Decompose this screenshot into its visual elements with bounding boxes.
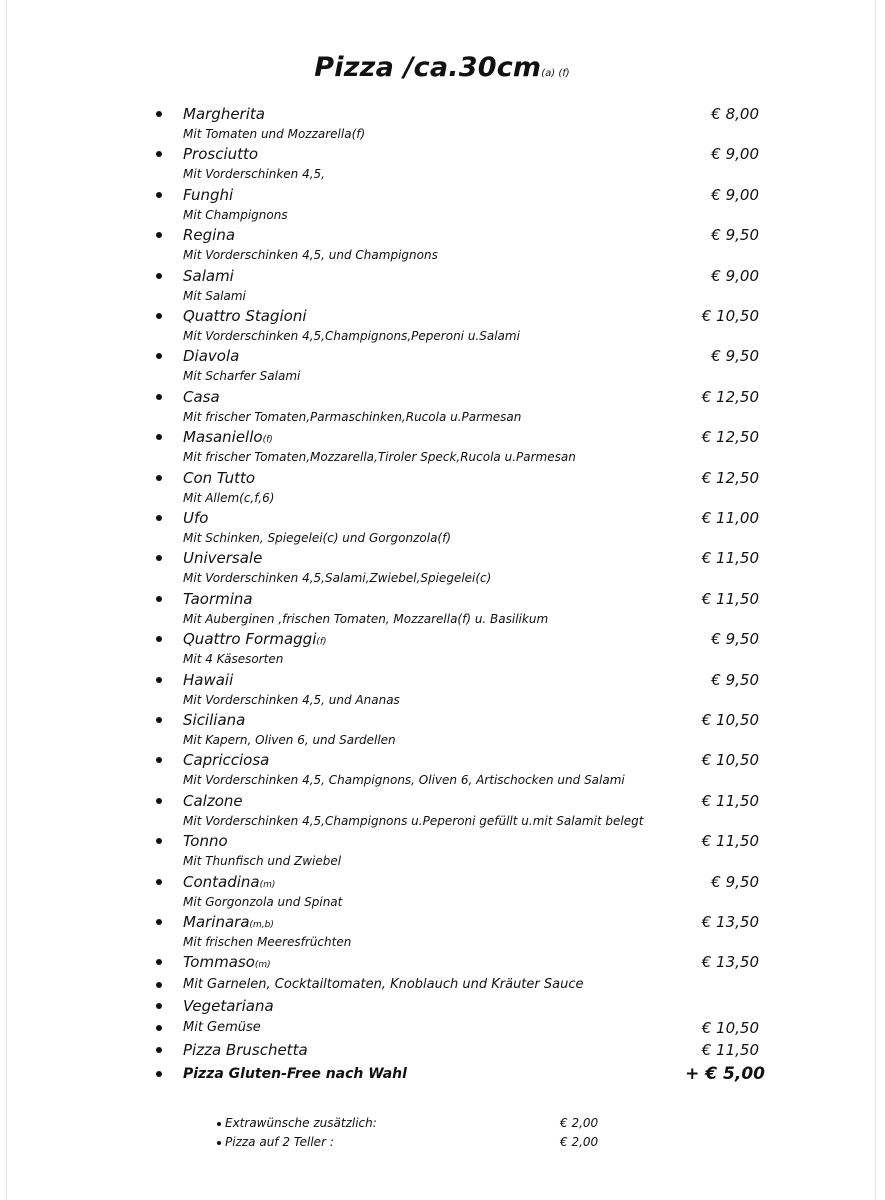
pizza-name: [183, 509, 208, 530]
pizza-allergens: (f): [262, 435, 273, 446]
pizza-price: € 9,50: [711, 347, 759, 366]
pizza-name: [183, 267, 234, 288]
pizza-name: [183, 751, 269, 772]
title-main: Pizza /ca.30cm: [314, 52, 542, 83]
pizza-name: Pizza Bruschetta: [183, 1041, 308, 1059]
pizza-name-text: Calzone: [183, 791, 243, 810]
pizza-description: Mit Auberginen ,frischen Tomaten, Mozzarella(f) u. Basilikum: [183, 611, 549, 626]
pizza-name: [183, 792, 243, 813]
pizza-allergens: (f): [316, 637, 327, 648]
bullet-icon: [156, 1071, 162, 1077]
pizza-name-text: Masaniello: [183, 428, 263, 447]
bullet-icon: [156, 798, 162, 804]
pizza-price: € 11,00: [701, 509, 759, 527]
bullet-icon: [217, 1122, 221, 1126]
pizza-price: € 9,50: [711, 872, 759, 891]
pizza-price: € 12,50: [701, 468, 759, 487]
pizza-name: [183, 671, 233, 692]
pizza-name-text: Ufo: [183, 509, 209, 527]
pizza-allergens: (m): [259, 879, 276, 890]
bullet-icon: [156, 232, 162, 238]
pizza-name: [183, 347, 239, 368]
pizza-name-text: Universale: [183, 549, 263, 568]
bullet-icon: [156, 515, 162, 521]
pizza-name: [183, 186, 233, 207]
pizza-description: Mit Vorderschinken 4,5,Champignons,Peperoni u.Salami: [183, 329, 520, 343]
extra-item: [7, 1116, 877, 1132]
pizza-name: Mit Garnelen, Cocktailtomaten, Knoblauch und Kräuter Sauce: [183, 977, 584, 992]
pizza-name-text: Tonno: [183, 832, 228, 851]
pizza-price: € 12,50: [701, 428, 759, 447]
pizza-price: € 9,50: [711, 670, 759, 689]
pizza-description: Mit 4 Käsesorten: [183, 652, 284, 667]
pizza-price: € 9,00: [711, 185, 759, 204]
pizza-price: + € 5,00: [685, 1064, 765, 1084]
bullet-icon: [156, 717, 162, 723]
bullet-icon: [156, 273, 162, 279]
pizza-description: Mit frischer Tomaten,Mozzarella,Tiroler Speck,Rucola u.Parmesan: [183, 450, 576, 465]
pizza-name-text: Quattro Stagioni: [183, 307, 307, 325]
pizza-allergens: (m): [254, 960, 271, 971]
pizza-description: Mit Schinken, Spiegelei(c) und Gorgonzola(f): [183, 531, 452, 545]
pizza-price: € 11,50: [701, 832, 759, 851]
pizza-price: € 12,50: [701, 387, 759, 406]
pizza-name: [183, 105, 265, 126]
bullet-icon: [156, 313, 162, 319]
pizza-price: € 10,50: [701, 711, 759, 729]
pizza-name-text: Capricciosa: [183, 751, 270, 770]
pizza-description: Mit Champignons: [183, 207, 288, 222]
pizza-name-text: Con Tutto: [183, 468, 256, 487]
bullet-icon: [156, 555, 162, 561]
pizza-description: Mit Kapern, Oliven 6, und Sardellen: [183, 733, 396, 747]
pizza-name: Vegetariana: [183, 997, 274, 1015]
bullet-icon: [156, 677, 162, 683]
pizza-name-text: Quattro Formaggi: [183, 630, 317, 649]
bullet-icon: [156, 919, 162, 925]
pizza-name: [183, 145, 258, 166]
extra-price: € 2,00: [560, 1135, 599, 1149]
pizza-price: € 10,50: [701, 751, 759, 770]
pizza-name-text: Marinara: [183, 913, 250, 931]
pizza-name-text: Taormina: [183, 589, 253, 608]
pizza-name-text: Contadina: [183, 872, 260, 891]
pizza-description: Mit Vorderschinken 4,5,Salami,Zwiebel,Spiegelei(c): [183, 571, 492, 586]
pizza-name: [183, 630, 327, 651]
pizza-name-text: Prosciutto: [183, 145, 259, 164]
pizza-name-text: Siciliana: [183, 711, 246, 729]
pizza-price: € 9,00: [711, 266, 759, 285]
pizza-name: [183, 428, 273, 449]
pizza-name: Mit Gemüse: [183, 1020, 261, 1035]
bullet-icon: [156, 982, 162, 988]
pizza-name-text: Diavola: [183, 347, 240, 366]
bullet-icon: [156, 1003, 162, 1009]
pizza-name-text: Margherita: [183, 105, 265, 123]
bullet-icon: [156, 151, 162, 157]
pizza-name: [183, 953, 271, 974]
pizza-name: Pizza Gluten-Free nach Wahl: [183, 1066, 407, 1082]
pizza-description: Mit Vorderschinken 4,5, Champignons, Oliven 6, Artischocken und Salami: [183, 773, 625, 788]
pizza-name: [183, 469, 255, 490]
pizza-name: [183, 873, 275, 894]
pizza-name-text: Hawaii: [183, 670, 234, 689]
pizza-name: [183, 711, 245, 732]
bullet-icon: [156, 636, 162, 642]
bullet-icon: [156, 475, 162, 481]
pizza-price: € 10,50: [701, 1019, 759, 1037]
pizza-allergens: (m,b): [249, 920, 274, 930]
bullet-icon: [156, 879, 162, 885]
bullet-icon: [156, 1047, 162, 1053]
pizza-price: € 11,50: [701, 549, 759, 568]
pizza-price: € 9,00: [711, 145, 759, 164]
bullet-icon: [156, 434, 162, 440]
bullet-icon: [156, 1025, 162, 1031]
pizza-description: Mit Scharfer Salami: [183, 369, 301, 384]
pizza-price: € 9,50: [711, 630, 759, 649]
bullet-icon: [156, 353, 162, 359]
extra-label: Pizza auf 2 Teller :: [225, 1135, 334, 1149]
extra-item: [7, 1135, 877, 1151]
pizza-description: Mit Thunfisch und Zwiebel: [183, 854, 342, 869]
pizza-description: Mit Tomaten und Mozzarella(f): [183, 127, 366, 141]
bullet-icon: [156, 394, 162, 400]
pizza-price: € 13,50: [701, 913, 759, 931]
pizza-description: Mit Vorderschinken 4,5,Champignons u.Peperoni gefüllt u.mit Salamit belegt: [183, 813, 644, 828]
pizza-description: Mit Vorderschinken 4,5, und Champignons: [183, 248, 438, 263]
pizza-name: [183, 307, 307, 328]
title-allergens: (a) (f): [541, 68, 570, 79]
pizza-price: € 9,50: [711, 226, 759, 245]
pizza-description: Mit frischen Meeresfrüchten: [183, 935, 352, 949]
pizza-price: € 8,00: [711, 105, 759, 123]
pizza-name: [183, 832, 228, 853]
pizza-name: [183, 388, 220, 409]
pizza-name-text: Casa: [183, 387, 220, 406]
extra-label: Extrawünsche zusätzlich:: [225, 1116, 377, 1130]
pizza-price: € 10,50: [701, 307, 759, 325]
pizza-description: Mit Gorgonzola und Spinat: [183, 894, 343, 909]
pizza-price: € 11,50: [701, 1041, 759, 1059]
pizza-name: [183, 913, 274, 934]
pizza-name: [183, 226, 235, 247]
pizza-price: € 11,50: [701, 791, 759, 810]
bullet-icon: [156, 596, 162, 602]
bullet-icon: [156, 192, 162, 198]
pizza-name: [183, 590, 253, 611]
pizza-price: € 13,50: [701, 953, 759, 972]
pizza-description: Mit Allem(c,f,6): [183, 490, 275, 505]
pizza-name-text: Tommaso: [183, 953, 255, 972]
pizza-description: Mit Vorderschinken 4,5, und Ananas: [183, 692, 400, 707]
bullet-icon: [217, 1141, 221, 1145]
extra-price: € 2,00: [560, 1116, 599, 1130]
pizza-price: € 11,50: [701, 589, 759, 608]
pizza-description: Mit Salami: [183, 288, 246, 303]
pizza-name-text: Regina: [183, 226, 236, 245]
bullet-icon: [156, 111, 162, 117]
page-title: [7, 52, 877, 83]
bullet-icon: [156, 757, 162, 763]
pizza-description: Mit Vorderschinken 4,5,: [183, 167, 325, 182]
pizza-name-text: Funghi: [183, 185, 234, 204]
bullet-icon: [156, 838, 162, 844]
pizza-name: [183, 549, 262, 570]
pizza-name-text: Salami: [183, 266, 234, 285]
bullet-icon: [156, 959, 162, 965]
menu-page: [6, 0, 876, 1200]
pizza-description: Mit frischer Tomaten,Parmaschinken,Rucola u.Parmesan: [183, 409, 522, 424]
